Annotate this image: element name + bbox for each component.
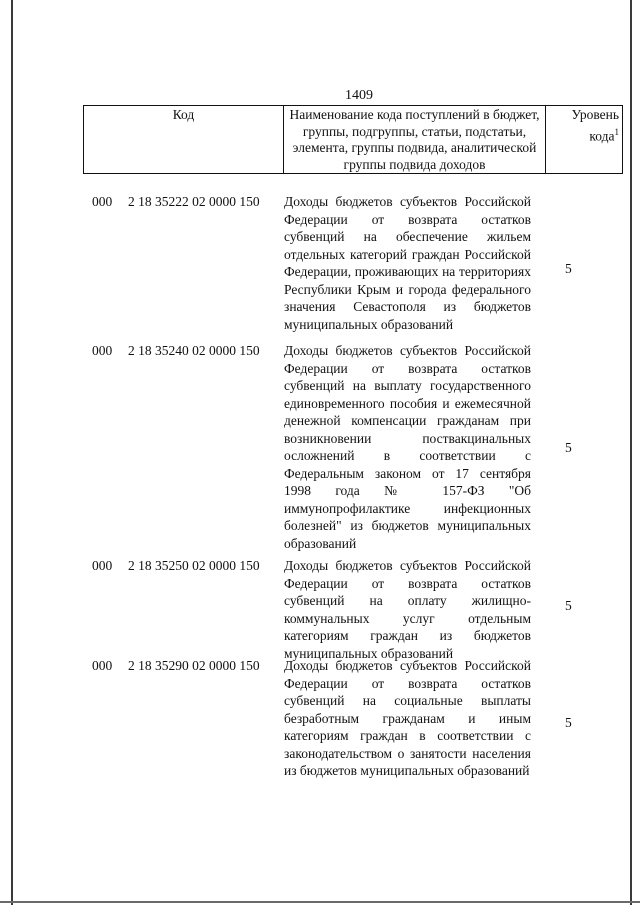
page-number: 1409 — [345, 88, 373, 103]
revenue-name: Доходы бюджетов субъектов Российской Федерации от возврата остатков субвенций на обеспечение жильем отдельных категорий граждан Российской Федерации, проживающих на территориях Республики Крым и города федерального значения Севастополя из бюджетов муниципальных образований — [284, 194, 531, 332]
header-row — [84, 106, 623, 174]
revenue-code: 2 18 35240 02 0000 150 — [128, 343, 260, 358]
revenue-name: Доходы бюджетов субъектов Российской Федерации от возврата остатков субвенций на выплату государственного единовременного пособия и ежемесячной денежной компенсации гражданам при возникновении поствакцинальных осложнений в соответствии с Федеральным законом от 17 сентября 1998 года № 157-ФЗ "Об иммунопрофилактике инфекционных болезней" из бюджетов муниципальных образований — [284, 343, 531, 551]
header-level-cell — [546, 106, 623, 174]
revenue-code: 2 18 35290 02 0000 150 — [128, 658, 260, 673]
revenue-code: 2 18 35250 02 0000 150 — [128, 558, 260, 573]
revenue-name: Доходы бюджетов субъектов Российской Федерации от возврата остатков субвенций на социальные выплаты безработным гражданам и иным категориям граждан в соответствии с законодательством о занятости населения из бюджетов муниципальных образований — [284, 658, 531, 778]
footnote-marker: 1 — [614, 126, 619, 137]
code-level: 5 — [565, 598, 572, 613]
scan-border-left — [11, 0, 13, 905]
header-level-text — [549, 107, 619, 145]
scan-border-bottom — [0, 901, 640, 903]
revenue-code: 2 18 35222 02 0000 150 — [128, 194, 260, 209]
revenue-name: Доходы бюджетов субъектов Российской Федерации от возврата остатков субвенций на оплату жилищно-коммунальных услуг отдельным категориям граждан из бюджетов муниципальных образований — [284, 558, 531, 661]
scan-border-right — [630, 0, 632, 905]
code-level: 5 — [565, 715, 572, 730]
header-name: Наименование кода поступлений в бюджет, группы, подгруппы, статьи, подстатьи, элемента, группы подвида, аналитической группы подвида доходов — [284, 106, 546, 174]
admin-code: 000 — [92, 658, 113, 673]
admin-code: 000 — [92, 194, 113, 209]
header-level: Уровень кода — [571, 107, 619, 143]
admin-code: 000 — [92, 558, 113, 573]
column-header-table — [83, 105, 623, 174]
admin-code: 000 — [92, 343, 113, 358]
header-code: Код — [84, 106, 284, 174]
code-level: 5 — [565, 440, 572, 455]
code-level: 5 — [565, 261, 572, 276]
